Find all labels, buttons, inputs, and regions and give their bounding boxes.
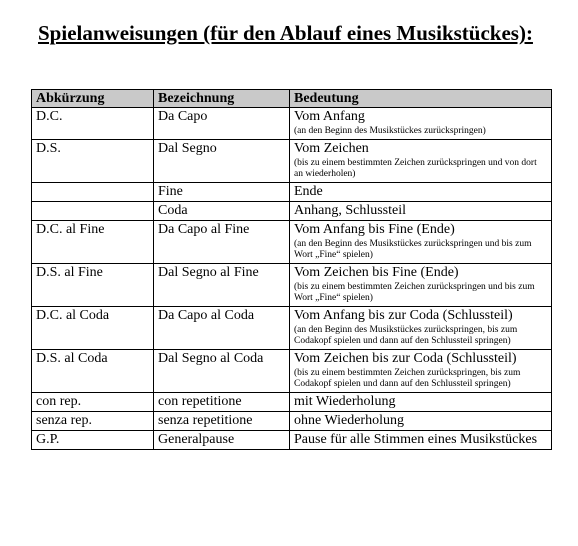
abbreviation-cell: D.C. al Coda: [32, 306, 154, 349]
meaning-text: Vom Anfang: [294, 109, 365, 124]
abbreviation-cell: D.C.: [32, 108, 154, 140]
abbreviation-cell: D.S. al Coda: [32, 349, 154, 392]
meaning-cell: [290, 430, 552, 449]
abbreviation-cell: con rep.: [32, 392, 154, 411]
name-cell: Generalpause: [154, 430, 290, 449]
table-body: [32, 108, 552, 450]
abbreviation-cell: [32, 182, 154, 201]
meaning-text: Ende: [294, 183, 323, 199]
meaning-text: Anhang, Schlussteil: [294, 202, 406, 218]
table-header-row: [32, 90, 552, 108]
name-cell: Da Capo al Fine: [154, 220, 290, 263]
table-row: [32, 139, 552, 182]
name-cell: Dal Segno al Fine: [154, 263, 290, 306]
meaning-note: (an den Beginn des Musikstückes zurückspringen): [294, 126, 486, 136]
meaning-cell: [290, 306, 552, 349]
table-row: [32, 430, 552, 449]
meaning-text: Pause für alle Stimmen eines Musikstückes: [294, 431, 538, 447]
meaning-cell: [290, 263, 552, 306]
table-row: [32, 411, 552, 430]
meaning-cell: [290, 220, 552, 263]
meaning-cell: [290, 201, 552, 220]
abbreviation-cell: [32, 201, 154, 220]
table-row: [32, 220, 552, 263]
table-row: [32, 108, 552, 140]
meaning-text: Vom Anfang bis zur Coda (Schlussteil): [294, 307, 513, 323]
table-row: [32, 201, 552, 220]
instructions-table: [31, 89, 552, 450]
meaning-note: (bis zu einem bestimmten Zeichen zurückspringen und von dort an wiederholen): [294, 157, 537, 179]
meaning-cell: [290, 108, 552, 140]
meaning-cell: [290, 139, 552, 182]
abbreviation-cell: G.P.: [32, 430, 154, 449]
abbreviation-cell: D.C. al Fine: [32, 220, 154, 263]
meaning-note: (an den Beginn des Musikstückes zurückspringen, bis zum Codakopf spielen und dann auf den Schlussteil springen): [294, 324, 518, 346]
name-cell: Da Capo: [154, 108, 290, 140]
name-cell: senza repetitione: [154, 411, 290, 430]
meaning-note: (an den Beginn des Musikstückes zurückspringen und bis zum Wort „Fine“ spielen): [294, 238, 532, 260]
column-header-abbreviation: Abkürzung: [32, 90, 154, 108]
name-cell: Dal Segno al Coda: [154, 349, 290, 392]
meaning-cell: [290, 411, 552, 430]
table-row: [32, 349, 552, 392]
meaning-cell: [290, 182, 552, 201]
table-row: [32, 306, 552, 349]
abbreviation-cell: D.S.: [32, 139, 154, 182]
name-cell: Coda: [154, 201, 290, 220]
meaning-text: Vom Zeichen bis zur Coda (Schlussteil): [294, 350, 517, 366]
abbreviation-cell: senza rep.: [32, 411, 154, 430]
name-cell: con repetitione: [154, 392, 290, 411]
table-row: [32, 263, 552, 306]
abbreviation-cell: D.S. al Fine: [32, 263, 154, 306]
meaning-text: mit Wiederholung: [294, 393, 396, 409]
meaning-note: (bis zu einem bestimmten Zeichen zurückspringen und bis zum Wort „Fine“ spielen): [294, 281, 535, 303]
meaning-cell: [290, 349, 552, 392]
meaning-note: (bis zu einem bestimmten Zeichen zurückspringen, bis zum Codakopf spielen und dann auf den Schlussteil springen): [294, 367, 521, 389]
column-header-name: Bezeichnung: [154, 90, 290, 108]
table-row: [32, 182, 552, 201]
meaning-text: Vom Zeichen bis Fine (Ende): [294, 264, 459, 280]
name-cell: Fine: [154, 182, 290, 201]
meaning-text: ohne Wiederholung: [294, 412, 404, 428]
page-title: Spielanweisungen (für den Ablauf eines Musikstückes):: [38, 21, 533, 45]
meaning-text: Vom Zeichen: [294, 140, 369, 156]
table-row: [32, 392, 552, 411]
meaning-text: Vom Anfang bis Fine (Ende): [294, 221, 455, 237]
column-header-meaning: Bedeutung: [290, 90, 552, 108]
name-cell: Da Capo al Coda: [154, 306, 290, 349]
name-cell: Dal Segno: [154, 139, 290, 182]
meaning-cell: [290, 392, 552, 411]
